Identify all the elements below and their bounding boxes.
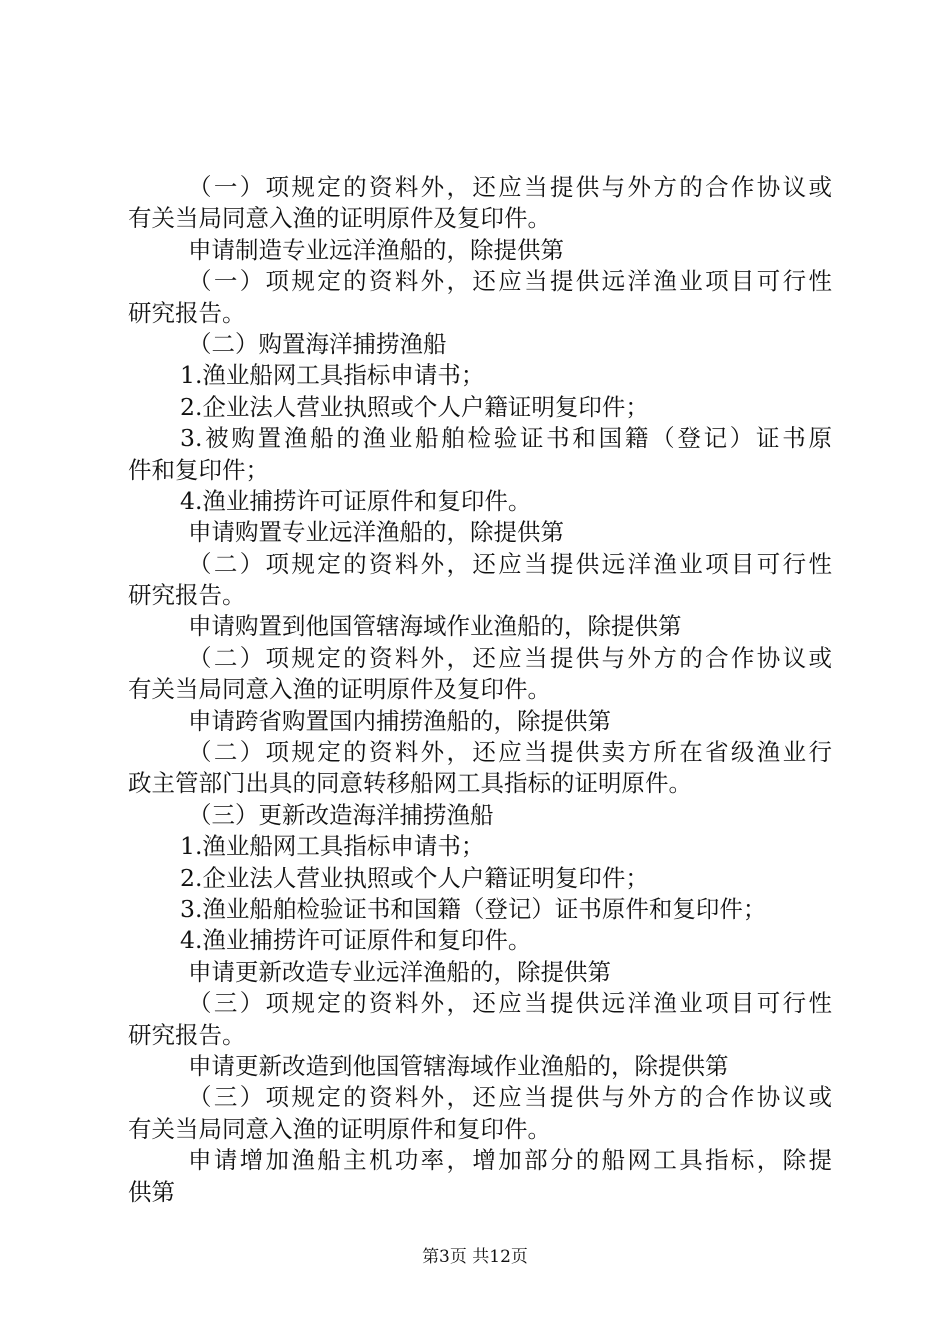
text-line: 申请更新改造到他国管辖海域作业渔船的，除提供第 bbox=[188, 1051, 729, 1080]
text-line: 4.渔业捕捞许可证原件和复印件。 bbox=[180, 486, 532, 515]
text-line: 申请购置到他国管辖海域作业渔船的，除提供第 bbox=[188, 612, 682, 641]
text-line: （二）项规定的资料外，还应当提供与外方的合作协议或 bbox=[188, 643, 832, 672]
text-line: 有关当局同意入渔的证明原件及复印件。 bbox=[128, 675, 551, 704]
text-line: 申请更新改造专业远洋渔船的，除提供第 bbox=[188, 957, 611, 986]
text-line: 2.企业法人营业执照或个人户籍证明复印件； bbox=[180, 863, 649, 892]
text-line: 申请增加渔船主机功率，增加部分的船网工具指标，除提 bbox=[188, 1146, 832, 1175]
text-line: 4.渔业捕捞许可证原件和复印件。 bbox=[180, 926, 532, 955]
text-line: 1.渔业船网工具指标申请书； bbox=[180, 361, 485, 390]
text-line: 有关当局同意入渔的证明原件和复印件。 bbox=[128, 1114, 551, 1143]
text-line: 研究报告。 bbox=[128, 298, 246, 327]
text-line: （三）更新改造海洋捕捞渔船 bbox=[188, 800, 494, 829]
text-line: 申请跨省购置国内捕捞渔船的，除提供第 bbox=[188, 706, 611, 735]
text-line: 有关当局同意入渔的证明原件及复印件。 bbox=[128, 204, 551, 233]
text-line: （二）项规定的资料外，还应当提供远洋渔业项目可行性 bbox=[188, 549, 832, 578]
text-line: 件和复印件； bbox=[128, 455, 269, 484]
page-footer: 第3页 共12页 bbox=[422, 1247, 528, 1267]
text-line: 1.渔业船网工具指标申请书； bbox=[180, 832, 485, 861]
text-line: （一）项规定的资料外，还应当提供远洋渔业项目可行性 bbox=[188, 267, 832, 296]
text-line: 3.被购置渔船的渔业船舶检验证书和国籍（登记）证书原 bbox=[180, 424, 832, 453]
text-line: （一）项规定的资料外，还应当提供与外方的合作协议或 bbox=[188, 173, 832, 201]
text-line: 研究报告。 bbox=[128, 1020, 246, 1049]
body-text bbox=[128, 172, 832, 1208]
text-line: 2.企业法人营业执照或个人户籍证明复印件； bbox=[180, 392, 649, 421]
text-line: 申请制造专业远洋渔船的，除提供第 bbox=[188, 235, 564, 264]
text-line: （三）项规定的资料外，还应当提供与外方的合作协议或 bbox=[188, 1083, 832, 1112]
text-line: 3.渔业船舶检验证书和国籍（登记）证书原件和复印件； bbox=[180, 894, 767, 923]
text-line: 供第 bbox=[128, 1177, 175, 1206]
text-line: （二）项规定的资料外，还应当提供卖方所在省级渔业行 bbox=[188, 738, 832, 767]
text-line: （三）项规定的资料外，还应当提供远洋渔业项目可行性 bbox=[188, 989, 832, 1018]
text-line: 研究报告。 bbox=[128, 581, 246, 610]
text-line: 申请购置专业远洋渔船的，除提供第 bbox=[188, 518, 564, 547]
text-line: （二）购置海洋捕捞渔船 bbox=[188, 329, 447, 358]
text-line: 政主管部门出具的同意转移船网工具指标的证明原件。 bbox=[128, 769, 692, 798]
